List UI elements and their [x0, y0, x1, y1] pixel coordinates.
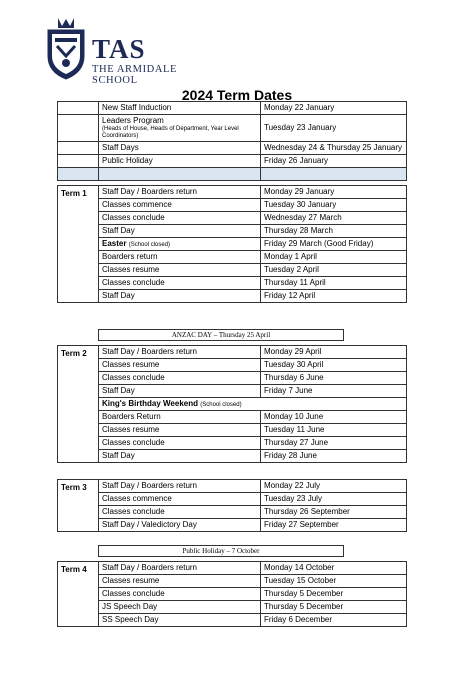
event-date: Thursday 5 December: [261, 601, 407, 614]
event-label: Staff Day / Boarders return: [99, 480, 261, 493]
table-row: [58, 359, 407, 372]
table-row-divider: [58, 168, 407, 181]
event-date: Monday 1 April: [261, 251, 407, 264]
event-date: Tuesday 30 January: [261, 199, 407, 212]
event-label: Staff Day: [99, 225, 261, 238]
event-label: Staff Day / Boarders return: [99, 346, 261, 359]
table-row: [58, 562, 407, 575]
term4-table: [57, 561, 407, 627]
event-label: Classes conclude: [99, 277, 261, 290]
event-label: Classes commence: [99, 199, 261, 212]
event-date: Friday 27 September: [261, 519, 407, 532]
event-label: Classes resume: [99, 575, 261, 588]
event-label: Classes conclude: [99, 212, 261, 225]
table-row: [58, 450, 407, 463]
table-row: [58, 346, 407, 359]
event-label: Classes conclude: [99, 588, 261, 601]
term-label: Term 1: [58, 186, 99, 303]
event-label: Public Holiday: [99, 155, 261, 168]
event-label: Classes resume: [99, 359, 261, 372]
table-row: [58, 519, 407, 532]
table-row: [58, 115, 407, 142]
table-row: [58, 575, 407, 588]
event-date: Monday 29 April: [261, 346, 407, 359]
event-label: JS Speech Day: [99, 601, 261, 614]
table-row: [58, 290, 407, 303]
event-label: Classes conclude: [99, 437, 261, 450]
term1-table: [57, 185, 407, 303]
event-label: Easter: [102, 239, 127, 248]
logo-text-tas: TAS: [92, 34, 146, 64]
table-row: [58, 398, 407, 411]
event-label: Staff Day / Boarders return: [99, 562, 261, 575]
event-date: Thursday 11 April: [261, 277, 407, 290]
event-date: Monday 22 July: [261, 480, 407, 493]
table-row: [58, 506, 407, 519]
event-date: Monday 29 January: [261, 186, 407, 199]
public-holiday-banner: Public Holiday – 7 October: [98, 545, 344, 557]
event-date: Tuesday 23 July: [261, 493, 407, 506]
event-date: Friday 6 December: [261, 614, 407, 627]
event-date: Friday 26 January: [261, 155, 407, 168]
event-date: Tuesday 2 April: [261, 264, 407, 277]
table-row: [58, 385, 407, 398]
event-label: SS Speech Day: [99, 614, 261, 627]
term2-table: [57, 345, 407, 463]
event-date: Monday 14 October: [261, 562, 407, 575]
event-date: Monday 22 January: [261, 102, 407, 115]
table-row: [58, 614, 407, 627]
table-row: [58, 102, 407, 115]
event-date: Thursday 6 June: [261, 372, 407, 385]
table-row: [58, 372, 407, 385]
event-label: Classes conclude: [99, 506, 261, 519]
event-date: Friday 29 March (Good Friday): [261, 238, 407, 251]
event-date: Friday 7 June: [261, 385, 407, 398]
table-row: [58, 264, 407, 277]
table-row: [58, 199, 407, 212]
event-date: Friday 12 April: [261, 290, 407, 303]
event-date: Wednesday 27 March: [261, 212, 407, 225]
term-label: Term 3: [58, 480, 99, 532]
term-label: Term 2: [58, 346, 99, 463]
event-date: Wednesday 24 & Thursday 25 January: [261, 142, 407, 155]
event-date: Tuesday 11 June: [261, 424, 407, 437]
table-row: [58, 238, 407, 251]
table-row: [58, 480, 407, 493]
event-note: (Heads of House, Heads of Department, Year Level Coordinators): [102, 126, 239, 139]
event-note: (School closed): [200, 402, 242, 408]
event-label: Staff Day: [99, 290, 261, 303]
event-date: Friday 28 June: [261, 450, 407, 463]
event-label: Classes resume: [99, 264, 261, 277]
logo-text-line2: SCHOOL: [92, 75, 138, 86]
logo-text-line1: THE ARMIDALE: [92, 64, 178, 75]
event-note: (School closed): [128, 242, 171, 248]
school-crest-icon: [44, 16, 88, 82]
event-label: Boarders Return: [99, 411, 261, 424]
event-date: Tuesday 23 January: [261, 115, 407, 142]
table-row: [58, 186, 407, 199]
event-label: Staff Days: [99, 142, 261, 155]
page-title: 2024 Term Dates: [181, 87, 293, 103]
table-row: [58, 251, 407, 264]
table-row: [58, 601, 407, 614]
event-label: New Staff Induction: [99, 102, 261, 115]
event-label: Boarders return: [99, 251, 261, 264]
table-row: [58, 225, 407, 238]
table-row: [58, 212, 407, 225]
event-label: Classes conclude: [99, 372, 261, 385]
event-label: King's Birthday Weekend: [102, 399, 198, 408]
table-row: [58, 424, 407, 437]
event-label: Leaders Program: [102, 116, 164, 125]
table-row: [58, 155, 407, 168]
term3-table: [57, 479, 407, 532]
intro-table: [57, 101, 407, 181]
event-date: Thursday 27 June: [261, 437, 407, 450]
table-row: [58, 142, 407, 155]
event-label: Staff Day: [99, 450, 261, 463]
table-row: [58, 493, 407, 506]
table-row: [58, 277, 407, 290]
term-label: Term 4: [58, 562, 99, 627]
event-date: Monday 10 June: [261, 411, 407, 424]
event-date: Thursday 28 March: [261, 225, 407, 238]
table-row: [58, 437, 407, 450]
event-date: Thursday 5 December: [261, 588, 407, 601]
event-date: Tuesday 30 April: [261, 359, 407, 372]
event-date: Tuesday 15 October: [261, 575, 407, 588]
event-date: Thursday 26 September: [261, 506, 407, 519]
table-row: [58, 411, 407, 424]
anzac-day-banner: ANZAC DAY – Thursday 25 April: [98, 329, 344, 341]
event-label: Staff Day: [99, 385, 261, 398]
event-label: Staff Day / Valedictory Day: [99, 519, 261, 532]
event-label: Classes resume: [99, 424, 261, 437]
table-row: [58, 588, 407, 601]
event-label: Staff Day / Boarders return: [99, 186, 261, 199]
event-label: Classes commence: [99, 493, 261, 506]
school-logo: [44, 16, 184, 86]
